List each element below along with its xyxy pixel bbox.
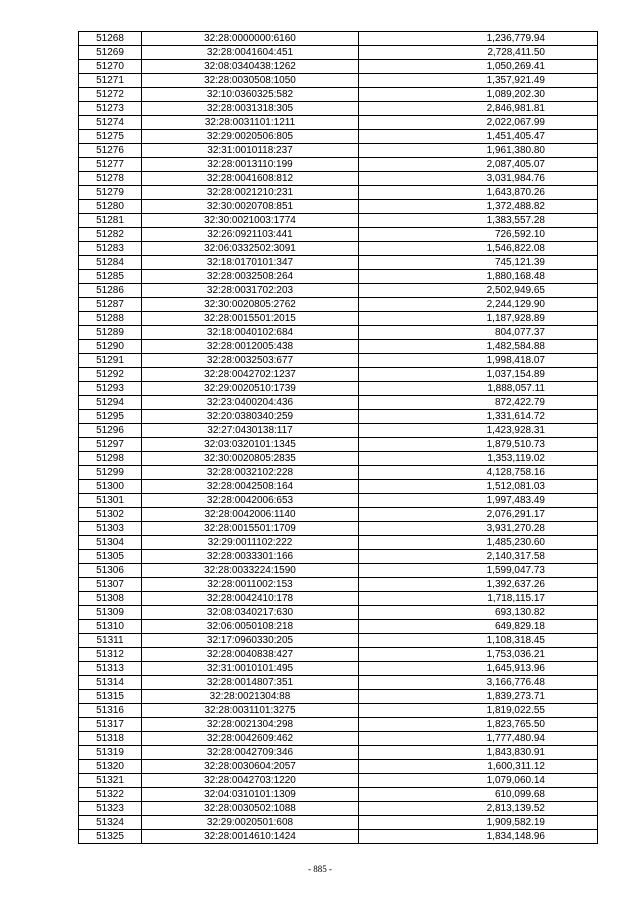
cadastral-number-cell: 32:28:0013110:199 [142, 158, 359, 172]
row-id-cell: 51283 [79, 242, 142, 256]
value-cell: 1,512,081.03 [359, 480, 598, 494]
table-row [79, 522, 598, 536]
row-id-cell: 51293 [79, 382, 142, 396]
table-row [79, 410, 598, 424]
row-id-cell: 51307 [79, 578, 142, 592]
table-row [79, 74, 598, 88]
cadastral-number-cell: 32:31:0010118:237 [142, 144, 359, 158]
value-cell: 1,482,584.88 [359, 340, 598, 354]
row-id-cell: 51315 [79, 690, 142, 704]
value-cell: 1,880,168.48 [359, 270, 598, 284]
cadastral-number-cell: 32:18:0040102:684 [142, 326, 359, 340]
cadastral-number-cell: 32:28:0011002:153 [142, 578, 359, 592]
cadastral-number-cell: 32:06:0050108:218 [142, 620, 359, 634]
table-row [79, 368, 598, 382]
cadastral-number-cell: 32:29:0020501:608 [142, 816, 359, 830]
table-row [79, 340, 598, 354]
cadastral-number-cell: 32:28:0015501:1709 [142, 522, 359, 536]
row-id-cell: 51319 [79, 746, 142, 760]
row-id-cell: 51279 [79, 186, 142, 200]
table-row [79, 606, 598, 620]
table-row [79, 718, 598, 732]
row-id-cell: 51312 [79, 648, 142, 662]
row-id-cell: 51291 [79, 354, 142, 368]
cadastral-number-cell: 32:30:0020708:851 [142, 200, 359, 214]
cadastral-number-cell: 32:28:0040838:427 [142, 648, 359, 662]
cadastral-number-cell: 32:28:0042702:1237 [142, 368, 359, 382]
row-id-cell: 51313 [79, 662, 142, 676]
cadastral-number-cell: 32:26:0921103:441 [142, 228, 359, 242]
row-id-cell: 51285 [79, 270, 142, 284]
value-cell: 872,422.79 [359, 396, 598, 410]
value-cell: 610,099.68 [359, 788, 598, 802]
row-id-cell: 51322 [79, 788, 142, 802]
table-row [79, 130, 598, 144]
row-id-cell: 51284 [79, 256, 142, 270]
row-id-cell: 51314 [79, 676, 142, 690]
table-row [79, 564, 598, 578]
row-id-cell: 51276 [79, 144, 142, 158]
value-cell: 1,392,637.26 [359, 578, 598, 592]
table-row [79, 326, 598, 340]
value-cell: 1,331,614.72 [359, 410, 598, 424]
cadastral-number-cell: 32:28:0042508:164 [142, 480, 359, 494]
row-id-cell: 51311 [79, 634, 142, 648]
value-cell: 1,353,119.02 [359, 452, 598, 466]
cadastral-number-cell: 32:28:0021304:298 [142, 718, 359, 732]
table-row [79, 620, 598, 634]
page-number: - 885 - [308, 864, 332, 874]
value-cell: 1,843,830.91 [359, 746, 598, 760]
table-row [79, 116, 598, 130]
cadastral-number-cell: 32:06:0332502:3091 [142, 242, 359, 256]
row-id-cell: 51324 [79, 816, 142, 830]
value-cell: 1,600,311.12 [359, 760, 598, 774]
value-cell: 1,236,779.94 [359, 32, 598, 46]
table-row [79, 214, 598, 228]
row-id-cell: 51273 [79, 102, 142, 116]
value-cell: 1,079,060.14 [359, 774, 598, 788]
table-row [79, 32, 598, 46]
table-row [79, 46, 598, 60]
row-id-cell: 51271 [79, 74, 142, 88]
table-row [79, 144, 598, 158]
cadastral-number-cell: 32:28:0031318:305 [142, 102, 359, 116]
row-id-cell: 51270 [79, 60, 142, 74]
row-id-cell: 51310 [79, 620, 142, 634]
table-row [79, 802, 598, 816]
value-cell: 1,879,510.73 [359, 438, 598, 452]
value-cell: 3,931,270.28 [359, 522, 598, 536]
table-row [79, 88, 598, 102]
cadastral-number-cell: 32:28:0042709:346 [142, 746, 359, 760]
table-row [79, 102, 598, 116]
table-row [79, 550, 598, 564]
cadastral-number-cell: 32:03:0320101:1345 [142, 438, 359, 452]
value-cell: 2,244,129.90 [359, 298, 598, 312]
table-row [79, 158, 598, 172]
cadastral-number-cell: 32:08:0340217:630 [142, 606, 359, 620]
row-id-cell: 51275 [79, 130, 142, 144]
value-cell: 2,076,291.17 [359, 508, 598, 522]
cadastral-number-cell: 32:17:0960330:205 [142, 634, 359, 648]
table-row [79, 648, 598, 662]
row-id-cell: 51295 [79, 410, 142, 424]
value-cell: 1,423,928.31 [359, 424, 598, 438]
table-row [79, 284, 598, 298]
table-row [79, 256, 598, 270]
table-row [79, 438, 598, 452]
cadastral-number-cell: 32:28:0032503:677 [142, 354, 359, 368]
cadastral-number-cell: 32:27:0430138:117 [142, 424, 359, 438]
value-cell: 3,031,984.76 [359, 172, 598, 186]
cadastral-number-cell: 32:23:0400204:436 [142, 396, 359, 410]
cadastral-number-cell: 32:28:0000000:6160 [142, 32, 359, 46]
table-row [79, 396, 598, 410]
value-cell: 2,502,949.65 [359, 284, 598, 298]
table-row [79, 382, 598, 396]
table-row [79, 270, 598, 284]
row-id-cell: 51303 [79, 522, 142, 536]
row-id-cell: 51281 [79, 214, 142, 228]
cadastral-number-cell: 32:08:0340438:1262 [142, 60, 359, 74]
row-id-cell: 51277 [79, 158, 142, 172]
table-row [79, 508, 598, 522]
cadastral-number-cell: 32:30:0020805:2835 [142, 452, 359, 466]
table-row [79, 466, 598, 480]
cadastral-number-cell: 32:28:0041608:812 [142, 172, 359, 186]
table-row [79, 60, 598, 74]
table-row [79, 452, 598, 466]
row-id-cell: 51320 [79, 760, 142, 774]
value-cell: 2,022,067.99 [359, 116, 598, 130]
value-cell: 2,140,317.58 [359, 550, 598, 564]
cadastral-number-cell: 32:28:0042006:1140 [142, 508, 359, 522]
value-cell: 3,166,776.48 [359, 676, 598, 690]
row-id-cell: 51272 [79, 88, 142, 102]
value-cell: 1,187,928.89 [359, 312, 598, 326]
cadastral-number-cell: 32:28:0042609:462 [142, 732, 359, 746]
table-row [79, 732, 598, 746]
value-cell: 1,753,036.21 [359, 648, 598, 662]
cadastral-number-cell: 32:28:0031101:3275 [142, 704, 359, 718]
table-row [79, 774, 598, 788]
cadastral-number-cell: 32:28:0021304:88 [142, 690, 359, 704]
table-row [79, 760, 598, 774]
row-id-cell: 51269 [79, 46, 142, 60]
value-cell: 1,485,230.60 [359, 536, 598, 550]
row-id-cell: 51287 [79, 298, 142, 312]
table-row [79, 690, 598, 704]
value-cell: 2,846,981.81 [359, 102, 598, 116]
cadastral-number-cell: 32:28:0031101:1211 [142, 116, 359, 130]
row-id-cell: 51304 [79, 536, 142, 550]
table-row [79, 592, 598, 606]
row-id-cell: 51290 [79, 340, 142, 354]
cadastral-number-cell: 32:31:0010101:495 [142, 662, 359, 676]
value-cell: 726,592.10 [359, 228, 598, 242]
table-row [79, 830, 598, 844]
table-row [79, 298, 598, 312]
row-id-cell: 51321 [79, 774, 142, 788]
cadastral-number-cell: 32:28:0042703:1220 [142, 774, 359, 788]
value-cell: 1,718,115.17 [359, 592, 598, 606]
cadastral-number-cell: 32:30:0020805:2762 [142, 298, 359, 312]
table-row [79, 172, 598, 186]
cadastral-number-cell: 32:30:0021003:1774 [142, 214, 359, 228]
cadastral-number-cell: 32:28:0031702:203 [142, 284, 359, 298]
value-cell: 1,823,765.50 [359, 718, 598, 732]
value-cell: 1,834,148.96 [359, 830, 598, 844]
cadastral-number-cell: 32:28:0033301:166 [142, 550, 359, 564]
cadastral-number-cell: 32:28:0030508:1050 [142, 74, 359, 88]
row-id-cell: 51280 [79, 200, 142, 214]
value-cell: 1,372,488.82 [359, 200, 598, 214]
value-cell: 745,121.39 [359, 256, 598, 270]
row-id-cell: 51299 [79, 466, 142, 480]
row-id-cell: 51316 [79, 704, 142, 718]
value-cell: 1,961,380.80 [359, 144, 598, 158]
row-id-cell: 51297 [79, 438, 142, 452]
table-row [79, 578, 598, 592]
value-cell: 1,108,318.45 [359, 634, 598, 648]
value-cell: 1,839,273.71 [359, 690, 598, 704]
row-id-cell: 51288 [79, 312, 142, 326]
value-cell: 1,888,057.11 [359, 382, 598, 396]
value-cell: 2,813,139.52 [359, 802, 598, 816]
value-cell: 1,777,480.94 [359, 732, 598, 746]
cadastral-number-cell: 32:28:0032508:264 [142, 270, 359, 284]
row-id-cell: 51305 [79, 550, 142, 564]
row-id-cell: 51286 [79, 284, 142, 298]
table-row [79, 634, 598, 648]
row-id-cell: 51278 [79, 172, 142, 186]
value-cell: 693,130.82 [359, 606, 598, 620]
table-row [79, 312, 598, 326]
row-id-cell: 51309 [79, 606, 142, 620]
value-cell: 1,383,557.28 [359, 214, 598, 228]
cadastral-number-cell: 32:28:0014807:351 [142, 676, 359, 690]
table-row [79, 816, 598, 830]
cadastral-number-cell: 32:10:0360325:582 [142, 88, 359, 102]
value-cell: 804,077.37 [359, 326, 598, 340]
cadastral-number-cell: 32:18:0170101:347 [142, 256, 359, 270]
value-cell: 1,037,154.89 [359, 368, 598, 382]
table-row [79, 480, 598, 494]
table-row [79, 354, 598, 368]
table-row [79, 704, 598, 718]
row-id-cell: 51274 [79, 116, 142, 130]
value-cell: 4,128,758.16 [359, 466, 598, 480]
row-id-cell: 51282 [79, 228, 142, 242]
cadastral-number-cell: 32:28:0033224:1590 [142, 564, 359, 578]
value-cell: 1,643,870.26 [359, 186, 598, 200]
cadastral-number-cell: 32:29:0011102:222 [142, 536, 359, 550]
table-row [79, 228, 598, 242]
value-cell: 1,997,483.49 [359, 494, 598, 508]
row-id-cell: 51289 [79, 326, 142, 340]
table-row [79, 662, 598, 676]
row-id-cell: 51268 [79, 32, 142, 46]
row-id-cell: 51323 [79, 802, 142, 816]
row-id-cell: 51306 [79, 564, 142, 578]
value-cell: 1,451,405.47 [359, 130, 598, 144]
cadastral-number-cell: 32:28:0042410:178 [142, 592, 359, 606]
value-cell: 1,819,022.55 [359, 704, 598, 718]
cadastral-number-cell: 32:28:0021210:231 [142, 186, 359, 200]
row-id-cell: 51318 [79, 732, 142, 746]
cadastral-number-cell: 32:04:0310101:1309 [142, 788, 359, 802]
cadastral-number-cell: 32:20:0380340:259 [142, 410, 359, 424]
value-cell: 1,599,047.73 [359, 564, 598, 578]
row-id-cell: 51317 [79, 718, 142, 732]
cadastral-number-cell: 32:28:0012005:438 [142, 340, 359, 354]
row-id-cell: 51308 [79, 592, 142, 606]
table-row [79, 536, 598, 550]
value-cell: 1,645,913.96 [359, 662, 598, 676]
value-cell: 1,050,269.41 [359, 60, 598, 74]
value-cell: 1,998,418.07 [359, 354, 598, 368]
table-row [79, 424, 598, 438]
cadastral-number-cell: 32:28:0015501:2015 [142, 312, 359, 326]
table-body [79, 32, 598, 844]
table-row [79, 788, 598, 802]
value-cell: 1,089,202.30 [359, 88, 598, 102]
cadastral-number-cell: 32:28:0014610:1424 [142, 830, 359, 844]
row-id-cell: 51294 [79, 396, 142, 410]
value-cell: 1,909,582.19 [359, 816, 598, 830]
table-row [79, 494, 598, 508]
data-table [78, 31, 598, 844]
table-row [79, 746, 598, 760]
row-id-cell: 51298 [79, 452, 142, 466]
cadastral-number-cell: 32:28:0032102:228 [142, 466, 359, 480]
cadastral-number-cell: 32:28:0030604:2057 [142, 760, 359, 774]
table-row [79, 200, 598, 214]
table-row [79, 676, 598, 690]
table-row [79, 242, 598, 256]
table-row [79, 186, 598, 200]
row-id-cell: 51301 [79, 494, 142, 508]
value-cell: 649,829.18 [359, 620, 598, 634]
row-id-cell: 51300 [79, 480, 142, 494]
row-id-cell: 51325 [79, 830, 142, 844]
row-id-cell: 51296 [79, 424, 142, 438]
value-cell: 2,728,411.50 [359, 46, 598, 60]
value-cell: 1,357,921.49 [359, 74, 598, 88]
value-cell: 1,546,822.08 [359, 242, 598, 256]
row-id-cell: 51292 [79, 368, 142, 382]
cadastral-number-cell: 32:28:0030502:1088 [142, 802, 359, 816]
cadastral-number-cell: 32:29:0020510:1739 [142, 382, 359, 396]
value-cell: 2,087,405.07 [359, 158, 598, 172]
cadastral-number-cell: 32:28:0042006:653 [142, 494, 359, 508]
cadastral-number-cell: 32:28:0041604:451 [142, 46, 359, 60]
row-id-cell: 51302 [79, 508, 142, 522]
cadastral-number-cell: 32:29:0020506:805 [142, 130, 359, 144]
